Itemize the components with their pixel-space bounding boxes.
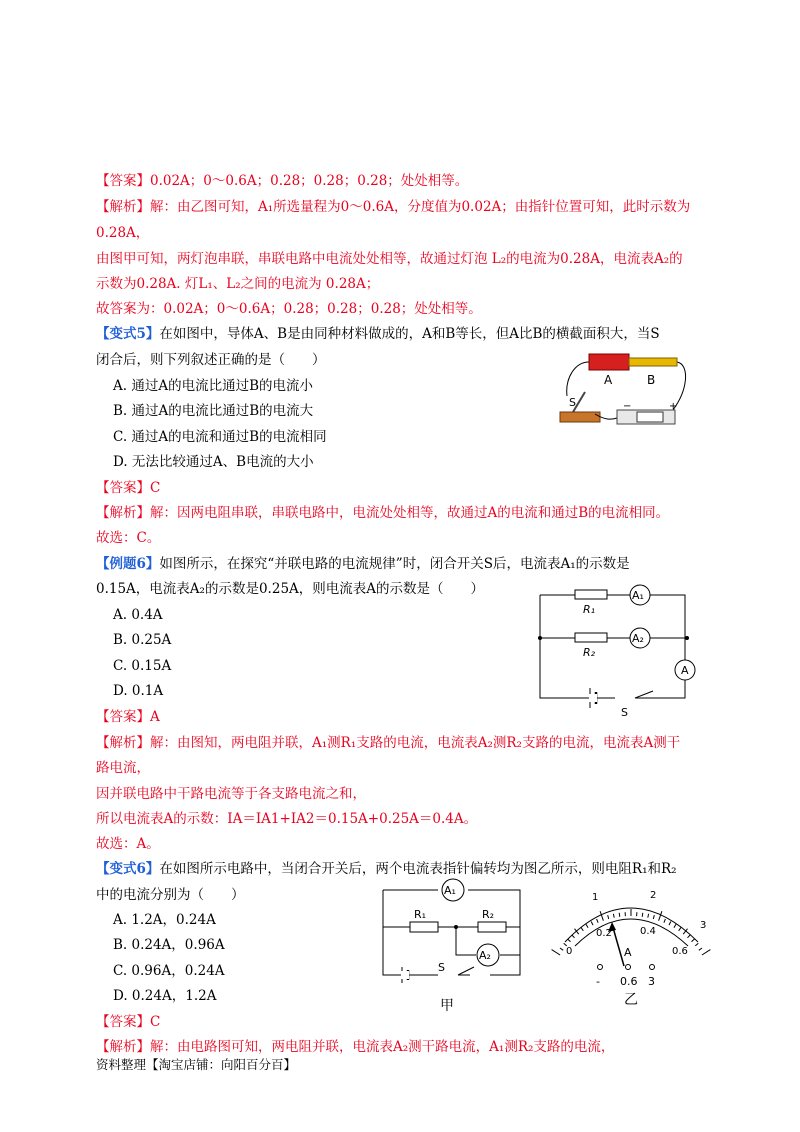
terminal-06: 0.6	[620, 975, 638, 988]
variant5-answer: 【答案】C	[96, 480, 161, 496]
scale-tick	[597, 919, 599, 923]
scale-outer-2: 2	[650, 890, 657, 901]
scale-tick	[572, 935, 575, 938]
example6-analysis-line1: 【解析】解：由图知，两电阻并联，A₁测R₁支路的电流，电流表A₂测R₂支路的电流，电流表A测干	[96, 735, 681, 751]
variant5-tag: 【变式5】	[96, 326, 160, 342]
switch-base	[560, 412, 600, 422]
scale-tick	[699, 948, 702, 950]
label-a2: A₂	[479, 949, 491, 962]
variant5-option-c: C. 通过A的电流和通过B的电流相同	[113, 429, 327, 445]
example6-answer: 【答案】A	[96, 709, 160, 725]
variant5-option-d: D. 无法比较通过A、B电流的大小	[113, 454, 314, 470]
label-b: B	[647, 373, 656, 387]
label-s: S	[438, 961, 445, 974]
caption-jia: 甲	[440, 998, 454, 1014]
label-a2: A₂	[632, 632, 644, 645]
example6-tag: 【例题6】	[96, 556, 160, 572]
variant5-stem-line2: 闭合后，则下列叙述正确的是（ ）	[96, 352, 326, 368]
scale-tick	[692, 939, 695, 942]
label-a: A	[681, 664, 689, 677]
scale-outer-1: 1	[592, 892, 599, 903]
scale-zero: 0	[566, 946, 573, 957]
caption-yi: 乙	[624, 992, 638, 1008]
scale-tick	[586, 924, 588, 928]
scale-tick	[619, 913, 620, 917]
example6-analysis-line2: 路电流，	[96, 760, 150, 776]
battery-plus: +	[669, 401, 678, 412]
scale-tick	[679, 928, 681, 931]
scale-tick	[659, 911, 662, 921]
scale-tick	[581, 928, 583, 931]
variant6-option-a: A. 1.2A，0.24A	[113, 912, 216, 928]
example6-analysis-line3: 因并联电路中干路电流等于各支路电流之和，	[96, 786, 366, 802]
scale-tick	[600, 911, 603, 921]
label-s: S	[569, 396, 576, 409]
variant5-option-b: B. 通过A的电流比通过B的电流大	[113, 403, 314, 419]
scale-inner-06: 0.6	[672, 946, 688, 957]
variant6-option-d: D. 0.24A，1.2A	[113, 988, 217, 1004]
analysis-1-line4: 示数为0.28A. 灯L₁、L₂之间的电流为 0.28A；	[96, 276, 380, 292]
scale-tick	[648, 914, 649, 918]
scale-inner-04: 0.4	[640, 926, 656, 937]
example6-option-b: B. 0.25A	[113, 632, 172, 648]
scale-tick	[669, 922, 671, 926]
variant6-circuit-jia	[378, 875, 528, 1020]
variant6-analysis-line1: 【解析】解：由电路图可知，两电阻并联，电流表A₂测干路电流，A₁测R₂支路的电流，	[96, 1039, 615, 1055]
variant5-analysis-line1: 【解析】解：因两电阻串联，串联电路中，电流处处相等，故通过A的电流和通过B的电流相同。	[96, 505, 670, 521]
label-r2: R₂	[583, 646, 596, 659]
analysis-1-line5: 故答案为：0.02A；0～0.6A；0.28；0.28；0.28；处处相等。	[96, 301, 482, 317]
variant5-circuit-figure	[555, 348, 690, 430]
variant6-stem-text: 在如图所示电路中，当闭合开关后，两个电流表指针偏转均为图乙所示，则电阻R₁和R₂	[159, 861, 677, 877]
analysis-1-line1: 【解析】解：由乙图可知，A₁所选量程为0～0.6A，分度值为0.02A；由指针位置可知，此时示数为	[96, 199, 691, 215]
example6-option-a: A. 0.4A	[113, 607, 163, 623]
battery-cell	[637, 412, 663, 422]
analysis-1-line3: 由图甲可知，两灯泡串联，串联电路中电流处处相等，故通过灯泡 L₂的电流为0.28A，电流表A₂的	[96, 251, 683, 267]
variant6-answer: 【答案】C	[96, 1014, 161, 1030]
variant5-stem-text: 在如图中，导体A、B是由同种材料做成的，A和B等长，但A比B的横截面积大，当S	[159, 326, 660, 342]
example6-circuit-figure	[535, 578, 705, 718]
scale-tick	[591, 922, 593, 926]
scale-tick	[560, 948, 563, 950]
label-r2: R₂	[482, 908, 495, 921]
example6-analysis-line4: 所以电流表A的示数：IA＝IA1+IA2＝0.15A+0.25A＝0.4A。	[96, 811, 478, 827]
label-a: A	[604, 373, 613, 387]
scale-tick	[688, 935, 691, 938]
example6-option-d: D. 0.1A	[113, 683, 164, 699]
scale-tick	[642, 913, 643, 917]
scale-tick	[568, 939, 571, 942]
variant5-analysis-line2: 故选：C。	[96, 530, 161, 546]
variant5-option-a: A. 通过A的电流比通过B的电流小	[113, 378, 314, 394]
conductor-b	[629, 358, 677, 366]
label-r1: R₁	[583, 603, 596, 616]
battery-minus: −	[623, 401, 632, 412]
terminal-minus: -	[596, 975, 600, 988]
label-a1: A₁	[444, 884, 456, 897]
label-s: S	[621, 706, 628, 718]
scale-tick	[653, 915, 654, 919]
scale-tick	[613, 914, 614, 918]
scale-tick	[702, 950, 711, 955]
analysis-1-line2: 0.28A，	[96, 225, 150, 241]
scale-tick	[608, 915, 609, 919]
scale-outer-3: 3	[700, 920, 707, 931]
scale-tick	[664, 919, 666, 923]
terminal-3: 3	[648, 975, 655, 988]
conductor-a	[589, 354, 629, 370]
needle-label: A	[624, 946, 632, 959]
variant6-ammeter-yi	[540, 882, 720, 1022]
example6-analysis-line5: 故选：A。	[96, 836, 160, 852]
example6-option-c: C. 0.15A	[113, 658, 172, 674]
example6-stem-line2: 0.15A，电流表A₂的示数是0.25A，则电流表A的示数是（ ）	[96, 581, 485, 597]
scale-inner-02: 0.2	[596, 928, 612, 939]
variant6-option-b: B. 0.24A，0.96A	[113, 937, 225, 953]
label-a1: A₁	[632, 589, 644, 602]
example6-stem-line1	[96, 555, 630, 573]
scale-tick	[695, 943, 698, 946]
answer-1: 【答案】0.02A；0～0.6A；0.28；0.28；0.28；处处相等。	[96, 173, 469, 189]
footer: 资料整理【淘宝店铺：向阳百分百】	[96, 1057, 297, 1072]
label-r1: R₁	[414, 908, 427, 921]
variant5-stem-line1	[96, 325, 660, 343]
scale-tick	[552, 950, 561, 955]
variant6-option-c: C. 0.96A，0.24A	[113, 963, 225, 979]
variant6-stem-line2: 中的电流分别为（ ）	[96, 887, 245, 903]
variant6-tag: 【变式6】	[96, 861, 160, 877]
example6-stem-text: 如图所示，在探究“并联电路的电流规律”时，闭合开关S后，电流表A₁的示数是	[159, 556, 630, 572]
scale-tick	[674, 924, 676, 928]
